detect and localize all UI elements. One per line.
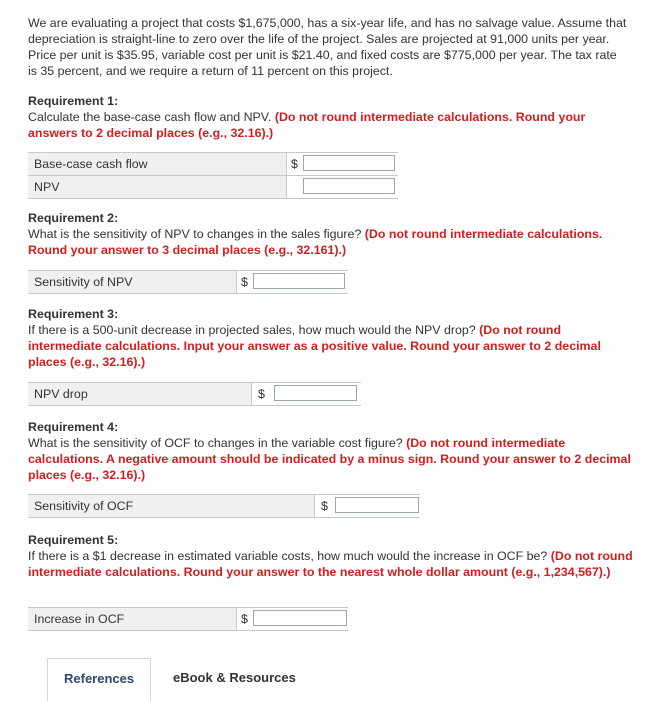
npv-drop-input[interactable]: [274, 385, 357, 401]
currency-symbol: $: [241, 612, 248, 626]
base-case-cash-flow-label: Base-case cash flow: [34, 157, 148, 171]
requirement-3-table: [28, 382, 361, 406]
currency-symbol: $: [291, 157, 298, 171]
requirement-3: [28, 306, 633, 370]
table-row: [28, 495, 420, 518]
requirement-1-text: [28, 109, 633, 141]
sensitivity-of-ocf-label: Sensitivity of OCF: [34, 499, 134, 513]
requirement-5-table: [28, 607, 348, 631]
requirement-2-title: Requirement 2:: [28, 211, 119, 225]
sensitivity-of-npv-input[interactable]: [253, 273, 345, 289]
table-row: [28, 271, 348, 294]
requirement-3-text: [28, 322, 633, 370]
requirement-3-instruction: (Do not round intermediate calculations. Input your answer as a positive value. Round your answer to 2 decimal places (e.g., 32.16).): [28, 323, 601, 369]
requirement-1-table: [28, 152, 398, 199]
requirement-4-question: What is the sensitivity of OCF to changes in the variable cost figure?: [28, 436, 403, 450]
requirement-3-title: Requirement 3:: [28, 307, 119, 321]
requirement-5-title: Requirement 5:: [28, 533, 119, 547]
requirement-5-text: [28, 548, 633, 580]
requirement-4-text: [28, 435, 633, 483]
table-row: [28, 153, 398, 176]
increase-in-ocf-label: Increase in OCF: [34, 612, 125, 626]
answer-cell: [236, 271, 348, 293]
npv-input[interactable]: [303, 178, 395, 194]
table-row: [28, 608, 348, 631]
increase-in-ocf-input[interactable]: [253, 610, 347, 626]
sensitivity-of-ocf-input[interactable]: [335, 497, 419, 513]
requirement-1-question: Calculate the base-case cash flow and NPV.: [28, 110, 272, 124]
requirement-1: [28, 93, 633, 141]
requirement-4: [28, 419, 633, 483]
requirement-2-question: What is the sensitivity of NPV to changes in the sales figure?: [28, 227, 362, 241]
references-tab[interactable]: References: [47, 658, 151, 701]
requirement-2-text: [28, 226, 633, 258]
table-row: [28, 176, 398, 199]
requirement-1-instruction: (Do not round intermediate calculations. Round your answers to 2 decimal places (e.g., 32.16).): [28, 110, 586, 140]
currency-symbol: $: [321, 499, 328, 513]
answer-cell: [286, 153, 398, 175]
answer-cell: [236, 608, 348, 630]
base-case-cash-flow-input[interactable]: [303, 155, 395, 171]
ebook-resources-tab[interactable]: eBook & Resources: [173, 670, 296, 685]
requirement-2: [28, 210, 633, 258]
currency-symbol: $: [258, 387, 265, 401]
npv-drop-label: NPV drop: [34, 387, 88, 401]
answer-cell: [286, 176, 398, 198]
npv-label: NPV: [34, 180, 60, 194]
requirement-3-question: If there is a 500-unit decrease in projected sales, how much would the NPV drop?: [28, 323, 476, 337]
answer-cell: [314, 495, 420, 517]
requirement-4-instruction: (Do not round intermediate calculations. A negative amount should be indicated by a minus sign. Round your answer to 2 decimal places (e.g., 32.16).): [28, 436, 631, 482]
table-row: [28, 383, 361, 406]
requirement-1-title: Requirement 1:: [28, 94, 119, 108]
requirement-5: [28, 532, 633, 580]
requirement-5-question: If there is a $1 decrease in estimated variable costs, how much would the increase in OCF be?: [28, 549, 548, 563]
requirement-2-instruction: (Do not round intermediate calculations. Round your answer to 3 decimal places (e.g., 32.161).): [28, 227, 603, 257]
requirement-4-title: Requirement 4:: [28, 420, 119, 434]
answer-cell: [251, 383, 361, 405]
problem-statement: We are evaluating a project that costs $1,675,000, has a six-year life, and has no salvage value. Assume that depreciation is straight-line to zero over the life of the project. Sales are projected at 91,000 units per year. Price per unit is $35.95, variable cost per unit is $21.40, and fixed costs are $775,000 per year. The tax rate is 35 percent, and we require a return of 11 percent on this project.: [28, 16, 627, 78]
requirement-4-table: [28, 494, 420, 518]
requirement-5-instruction: (Do not round intermediate calculations. Round your answer to the nearest whole dollar amount (e.g., 1,234,567).): [28, 549, 633, 579]
currency-symbol: $: [241, 275, 248, 289]
sensitivity-of-npv-label: Sensitivity of NPV: [34, 275, 133, 289]
resource-tabs: [47, 658, 647, 700]
requirement-2-table: [28, 270, 348, 294]
